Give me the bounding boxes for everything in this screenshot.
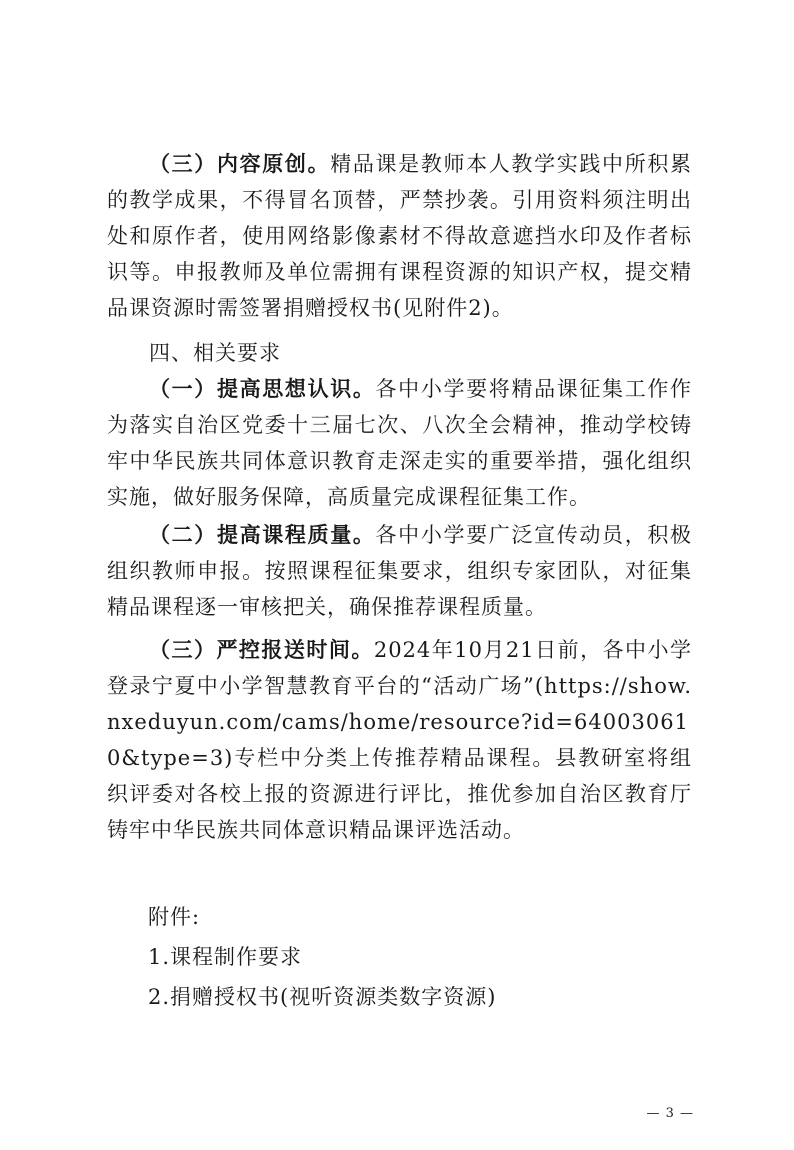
paragraph-text: 2024年10月21日前，各中小学登录宁夏中小学智慧教育平台的“活动广场”(https://show.nxeduyun.com/cams/home/resource?id=640030610&type=3)专栏中分类上传推荐精品课程。县教研室将组织评委对各校上报的资源进行评比，推优参加自治区教育厅铸牢中华民族共同体意识精品课评选活动。 bbox=[107, 638, 693, 842]
paragraph-requirement-one bbox=[107, 371, 692, 515]
requirement-two bbox=[107, 517, 692, 625]
paragraph-lead: （三）内容原创。 bbox=[149, 152, 331, 176]
paragraph-text: 各中小学要将精品课征集工作作为落实自治区党委十三届七次、八次全会精神，推动学校铸牢中华民族共同体意识教育走深走实的重要举措，强化组织实施，做好服务保障，高质量完成课程征集工作。 bbox=[107, 377, 693, 509]
section-three-original bbox=[107, 146, 692, 326]
paragraph-content-original bbox=[107, 146, 692, 326]
paragraph-text: 精品课是教师本人教学实践中所积累的教学成果，不得冒名顶替，严禁抄袭。引用资料须注明出处和原作者，使用网络影像素材不得故意遮挡水印及作者标识等。申报教师及单位需拥有课程资源的知识产权，提交精品课资源时需签署捐赠授权书(见附件2)。 bbox=[107, 152, 692, 320]
paragraph-requirement-three bbox=[107, 632, 692, 848]
paragraph-requirement-two bbox=[107, 517, 692, 625]
requirement-three bbox=[107, 632, 692, 848]
paragraph-lead: （一）提高思想认识。 bbox=[149, 377, 376, 401]
attachment-item-1: 1.课程制作要求 bbox=[148, 945, 303, 969]
paragraph-lead: （二）提高课程质量。 bbox=[149, 523, 376, 547]
section-four bbox=[107, 335, 692, 371]
attachments-block bbox=[148, 897, 496, 1017]
paragraph-lead: （三）严控报送时间。 bbox=[149, 638, 374, 662]
attachment-item-2: 2.捐赠授权书(视听资源类数字资源) bbox=[148, 985, 497, 1009]
paragraph-text: 各中小学要广泛宣传动员，积极组织教师申报。按照课程征集要求，组织专家团队，对征集精品课程逐一审核把关，确保推荐课程质量。 bbox=[107, 523, 693, 619]
section-heading: 四、相关要求 bbox=[149, 341, 281, 365]
attachments-label: 附件: bbox=[148, 905, 201, 929]
requirement-one bbox=[107, 371, 692, 515]
page-number: — 3 — bbox=[646, 1106, 694, 1121]
